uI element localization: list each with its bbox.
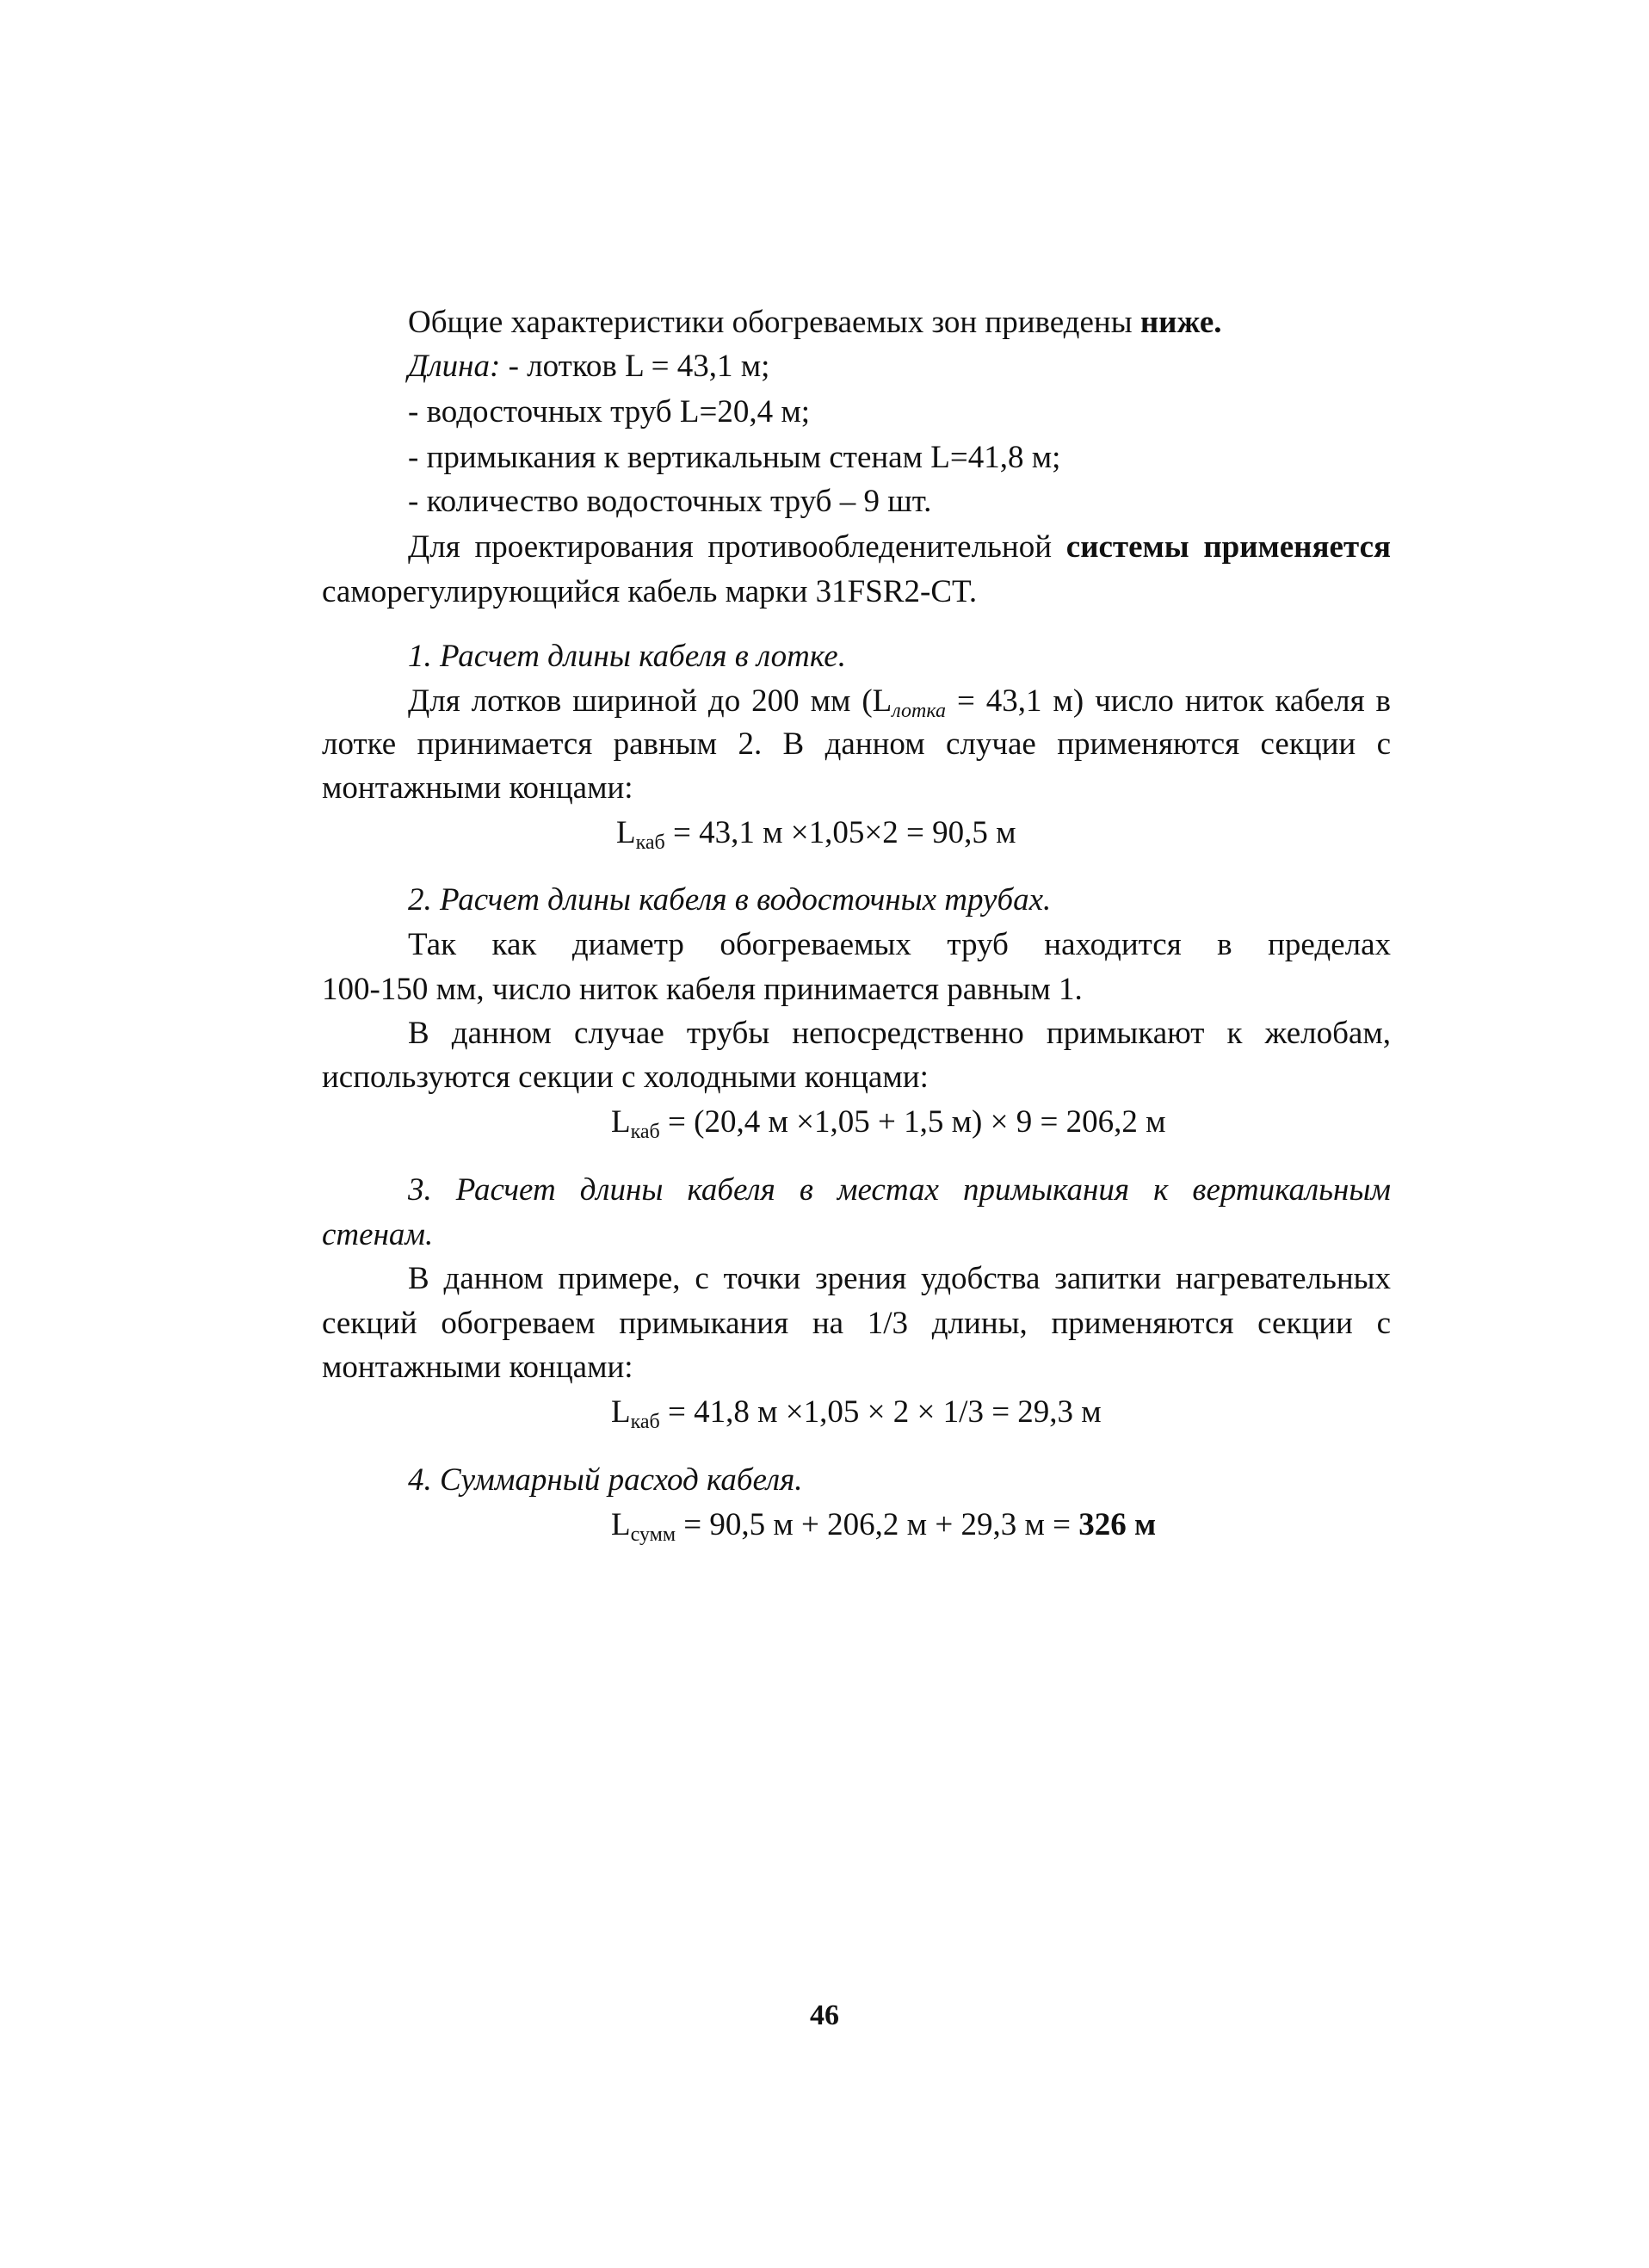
formula-expression: = (20,4 м ×1,05 + 1,5 м) × 9 = 206,2 м xyxy=(659,1104,1166,1140)
formula-L: L xyxy=(611,1394,631,1430)
formula-tray-cable xyxy=(616,813,1016,862)
section2-line-3: В данном случае трубы непосредственно примыкают к желобам, xyxy=(408,1016,1391,1051)
section1-line-1 xyxy=(408,682,1391,731)
section4-heading: 4. Суммарный расход кабеля. xyxy=(408,1462,803,1498)
design-line-1 xyxy=(408,528,1391,567)
section1-heading: 1. Расчет длины кабеля в лотке. xyxy=(408,639,846,674)
section1-text: Для лотков шириной до 200 мм (L xyxy=(408,683,892,719)
intro-text-bold: ниже. xyxy=(1139,305,1222,340)
section3-line-2: секций обогреваем примыкания на 1/3 длины, применяются секции с xyxy=(322,1306,1391,1341)
formula-L: L xyxy=(611,1104,631,1140)
formula-subscript: сумм xyxy=(630,1523,676,1546)
formula-total-cable xyxy=(611,1505,1156,1554)
formula-drainpipe-cable xyxy=(611,1103,1166,1152)
formula-L: L xyxy=(616,815,636,850)
section3-line-1: В данном примере, с точки зрения удобства запитки нагревательных xyxy=(408,1261,1391,1296)
section3-line-3: монтажными концами: xyxy=(322,1350,633,1385)
design-text: Для проектирования противообледенительной xyxy=(408,529,1066,565)
length-walls: - примыкания к вертикальным стенам L=41,8 м; xyxy=(408,440,1061,475)
formula-subscript: каб xyxy=(635,831,665,854)
formula-expression: = 90,5 м + 206,2 м + 29,3 м = xyxy=(676,1507,1079,1542)
section1-line-3: монтажными концами: xyxy=(322,770,633,806)
formula-L: L xyxy=(611,1507,631,1542)
section3-heading-line-2: стенам. xyxy=(322,1217,434,1252)
section2-heading: 2. Расчет длины кабеля в водосточных трубах. xyxy=(408,882,1052,918)
intro-text: Общие характеристики обогреваемых зон приведены xyxy=(408,305,1140,340)
section1-line-2: лотке принимается равным 2. В данном случае применяются секции с xyxy=(322,726,1391,762)
length-trays: - лотков L = 43,1 м; xyxy=(500,349,770,384)
section1-text-cont: = 43,1 м) число ниток кабеля в xyxy=(946,683,1391,719)
length-label: Длина: xyxy=(408,349,501,384)
page-number: 46 xyxy=(810,1999,839,2031)
section2-line-4: используются секции с холодными концами: xyxy=(322,1060,929,1095)
length-drainpipes: - водосточных труб L=20,4 м; xyxy=(408,394,811,429)
formula-subscript: каб xyxy=(630,1121,660,1143)
section2-line-1: Так как диаметр обогреваемых труб находится в пределах xyxy=(408,927,1391,962)
design-text-bold: системы применяется xyxy=(1065,529,1392,565)
section3-heading-line-1: 3. Расчет длины кабеля в местах примыкания к вертикальным xyxy=(408,1172,1391,1208)
design-line-2: саморегулирующийся кабель марки 31FSR2-CT. xyxy=(322,574,978,609)
formula-expression: = 41,8 м ×1,05 × 2 × 1/3 = 29,3 м xyxy=(659,1394,1102,1430)
formula-expression: = 43,1 м ×1,05×2 = 90,5 м xyxy=(664,815,1016,850)
subscript-lotka: лотка xyxy=(892,700,947,722)
formula-total: 326 м xyxy=(1078,1507,1157,1542)
length-trays-line xyxy=(408,347,769,386)
formula-wall-cable xyxy=(611,1393,1102,1442)
intro-line-1 xyxy=(408,303,1222,343)
drainpipe-count: - количество водосточных труб – 9 шт. xyxy=(408,484,932,519)
formula-subscript: каб xyxy=(630,1411,660,1433)
section2-line-2: 100-150 мм, число ниток кабеля принимается равным 1. xyxy=(322,972,1083,1007)
